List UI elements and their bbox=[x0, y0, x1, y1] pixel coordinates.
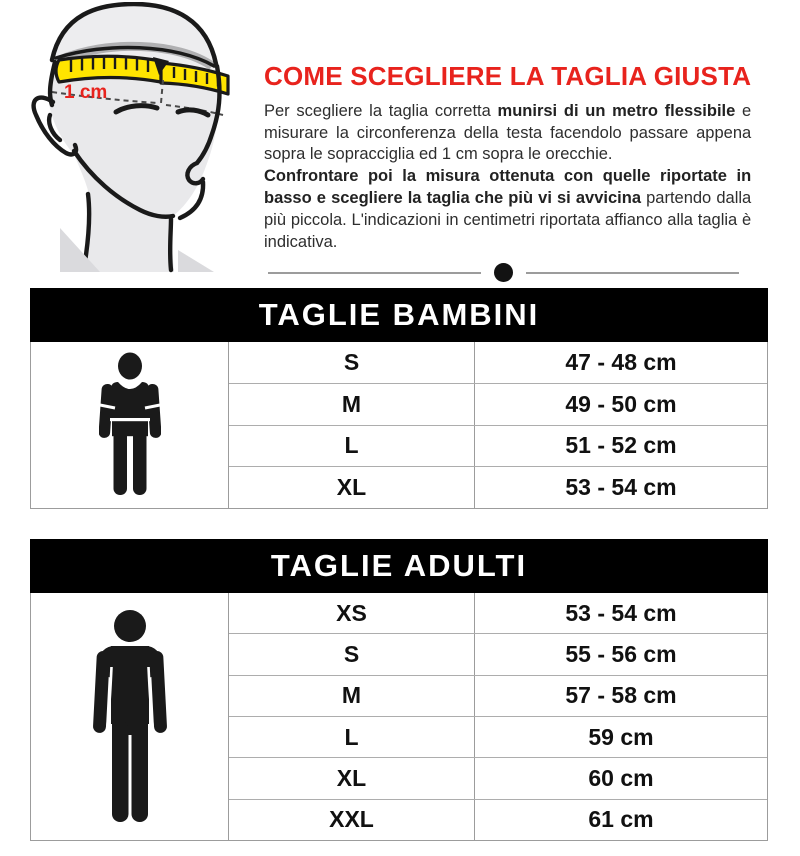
table-row bbox=[229, 633, 767, 674]
table-row bbox=[229, 466, 767, 508]
size-range: 59 cm bbox=[588, 723, 654, 750]
adulti-rows bbox=[229, 593, 767, 840]
size-label: S bbox=[229, 634, 475, 674]
table-bambini-body bbox=[30, 342, 768, 509]
size-label: XXL bbox=[229, 800, 475, 840]
table-taglie-adulti bbox=[30, 539, 768, 841]
table-row bbox=[229, 799, 767, 840]
page-title: COME SCEGLIERE LA TAGLIA GIUSTA bbox=[264, 61, 752, 91]
child-icon-cell bbox=[31, 342, 229, 508]
size-range: 57 - 58 cm bbox=[565, 682, 677, 709]
table-row bbox=[229, 383, 767, 425]
table-row bbox=[229, 675, 767, 716]
size-label: XL bbox=[229, 758, 475, 798]
size-range: 51 - 52 cm bbox=[565, 432, 677, 459]
table-adulti-body bbox=[30, 593, 768, 841]
size-label: M bbox=[229, 676, 475, 716]
size-range: 53 - 54 cm bbox=[565, 474, 677, 501]
divider-line-left bbox=[268, 272, 481, 274]
table-adulti-title: TAGLIE ADULTI bbox=[30, 539, 768, 593]
size-label: XS bbox=[229, 593, 475, 633]
measuring-head-illustration bbox=[0, 0, 264, 288]
size-label: M bbox=[229, 384, 475, 425]
size-range: 49 - 50 cm bbox=[565, 390, 677, 417]
bambini-rows bbox=[229, 342, 767, 508]
intro-text-column bbox=[264, 0, 800, 288]
intro-paragraph-2: Confrontare poi la misura ottenuta con quelle riportate in basso e scegliere la taglia che più vi si avvicina partendo dalla più piccola. L'indicazioni in centimetri riportata affianco alla taglia è indicativa. bbox=[264, 167, 752, 251]
head-with-tape-icon bbox=[16, 2, 256, 280]
size-range: 47 - 48 cm bbox=[565, 348, 677, 375]
divider-line-right bbox=[526, 272, 739, 274]
size-label: S bbox=[229, 342, 475, 383]
adult-icon bbox=[91, 609, 169, 824]
size-label: L bbox=[229, 717, 475, 757]
table-row bbox=[229, 593, 767, 633]
child-icon bbox=[99, 352, 161, 499]
size-label: XL bbox=[229, 467, 475, 508]
size-label: L bbox=[229, 426, 475, 467]
size-range: 55 - 56 cm bbox=[565, 640, 677, 667]
intro-paragraph-1: Per scegliere la taglia corretta munirsi di un metro flessibile e misurare la circonferenza della testa facendolo passare appena sopra le sopracciglia ed 1 cm sopra le orecchie. bbox=[264, 101, 752, 164]
one-cm-label: 1 cm bbox=[64, 82, 108, 103]
adult-icon-cell bbox=[31, 593, 229, 840]
divider-dot bbox=[494, 263, 513, 282]
section-divider bbox=[268, 263, 739, 282]
table-row bbox=[229, 757, 767, 798]
size-range: 53 - 54 cm bbox=[565, 599, 677, 626]
size-range: 61 cm bbox=[588, 806, 654, 833]
table-taglie-bambini bbox=[30, 288, 768, 509]
table-row bbox=[229, 342, 767, 383]
table-row bbox=[229, 716, 767, 757]
table-bambini-title: TAGLIE BAMBINI bbox=[30, 288, 768, 342]
table-row bbox=[229, 425, 767, 467]
size-range: 60 cm bbox=[588, 764, 654, 791]
intro-section bbox=[0, 0, 800, 288]
